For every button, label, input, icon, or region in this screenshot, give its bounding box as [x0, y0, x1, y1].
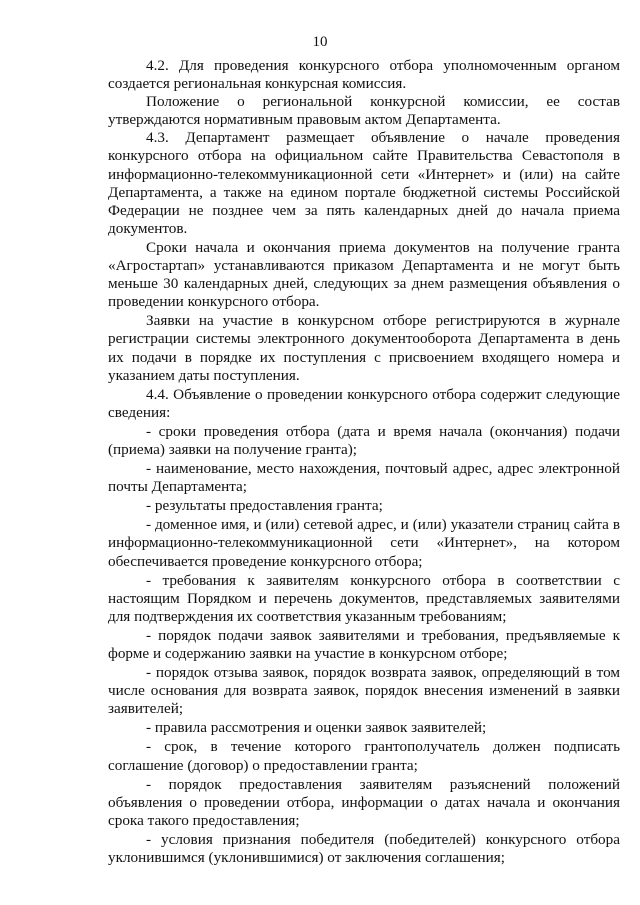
paragraph-commission-regulation: Положение о региональной конкурсной комиссии, ее состав утверждаются нормативным правовым актом Департамента.: [108, 93, 620, 129]
list-item-clarification-procedure: - порядок предоставления заявителям разъяснений положений объявления о проведении отбора, информации о датах начала и окончания срока такого предоставления;: [108, 775, 620, 829]
list-item-grant-results: - результаты предоставления гранта;: [146, 497, 383, 515]
paragraph-4-3: 4.3. Департамент размещает объявление о начале проведения конкурсного отбора на официальном сайте Правительства Севастополя в информационно-телекоммуникационной сети «Интернет» и (или) на сайте Департамента, а также на едином портале бюджетной системы Российской Федерации не позднее чем за пять календарных дней до начала приема документов.: [108, 129, 620, 237]
list-item-applicant-requirements: - требования к заявителям конкурсного отбора в соответствии с настоящим Порядком и перечень документов, представляемых заявителями для подтверждения их соответствия указанным требованиям;: [108, 571, 620, 625]
document-body: [108, 57, 620, 867]
paragraph-4-2: 4.2. Для проведения конкурсного отбора уполномоченным органом создается региональная конкурсная комиссия.: [108, 57, 620, 93]
paragraph-application-registration: Заявки на участие в конкурсном отборе регистрируются в журнале регистрации системы электронного документооборота Департамента в день их подачи в порядке их поступления с присвоением входящего номера и указанием даты поступления.: [108, 312, 620, 384]
list-item-agreement-term: - срок, в течение которого грантополучатель должен подписать соглашение (договор) о предоставлении гранта;: [108, 738, 620, 774]
page-number: 10: [312, 34, 328, 50]
list-item-evaluation-rules: - правила рассмотрения и оценки заявок заявителей;: [146, 719, 487, 737]
list-item-domain-name: - доменное имя, и (или) сетевой адрес, и (или) указатели страниц сайта в информационно-телекоммуникационной сети «Интернет», на котором обеспечивается проведение конкурсного отбора;: [108, 516, 620, 570]
paragraph-document-terms: Сроки начала и окончания приема документов на получение гранта «Агростартап» устанавливаются приказом Департамента и не могут быть меньше 30 календарных дней, следующих за днем размещения объявления о проведении конкурсного отбора.: [108, 238, 620, 311]
list-item-department-address: - наименование, место нахождения, почтовый адрес, адрес электронной почты Департамента;: [108, 460, 620, 496]
list-item-submission-procedure: - порядок подачи заявок заявителями и требования, предъявляемые к форме и содержанию заявки на участие в конкурсном отборе;: [108, 626, 620, 662]
list-item-withdrawal-procedure: - порядок отзыва заявок, порядок возврата заявок, определяющий в том числе основания для возврата заявок, порядок внесения изменений в заявки заявителей;: [108, 664, 620, 718]
list-item-winner-evasion: - условия признания победителя (победителей) конкурсного отбора уклонившимся (уклонившимися) от заключения соглашения;: [108, 830, 620, 867]
paragraph-4-4: 4.4. Объявление о проведении конкурсного отбора содержит следующие сведения:: [108, 385, 620, 421]
list-item-selection-dates: - сроки проведения отбора (дата и время начала (окончания) подачи (приема) заявки на получение гранта);: [108, 422, 620, 458]
